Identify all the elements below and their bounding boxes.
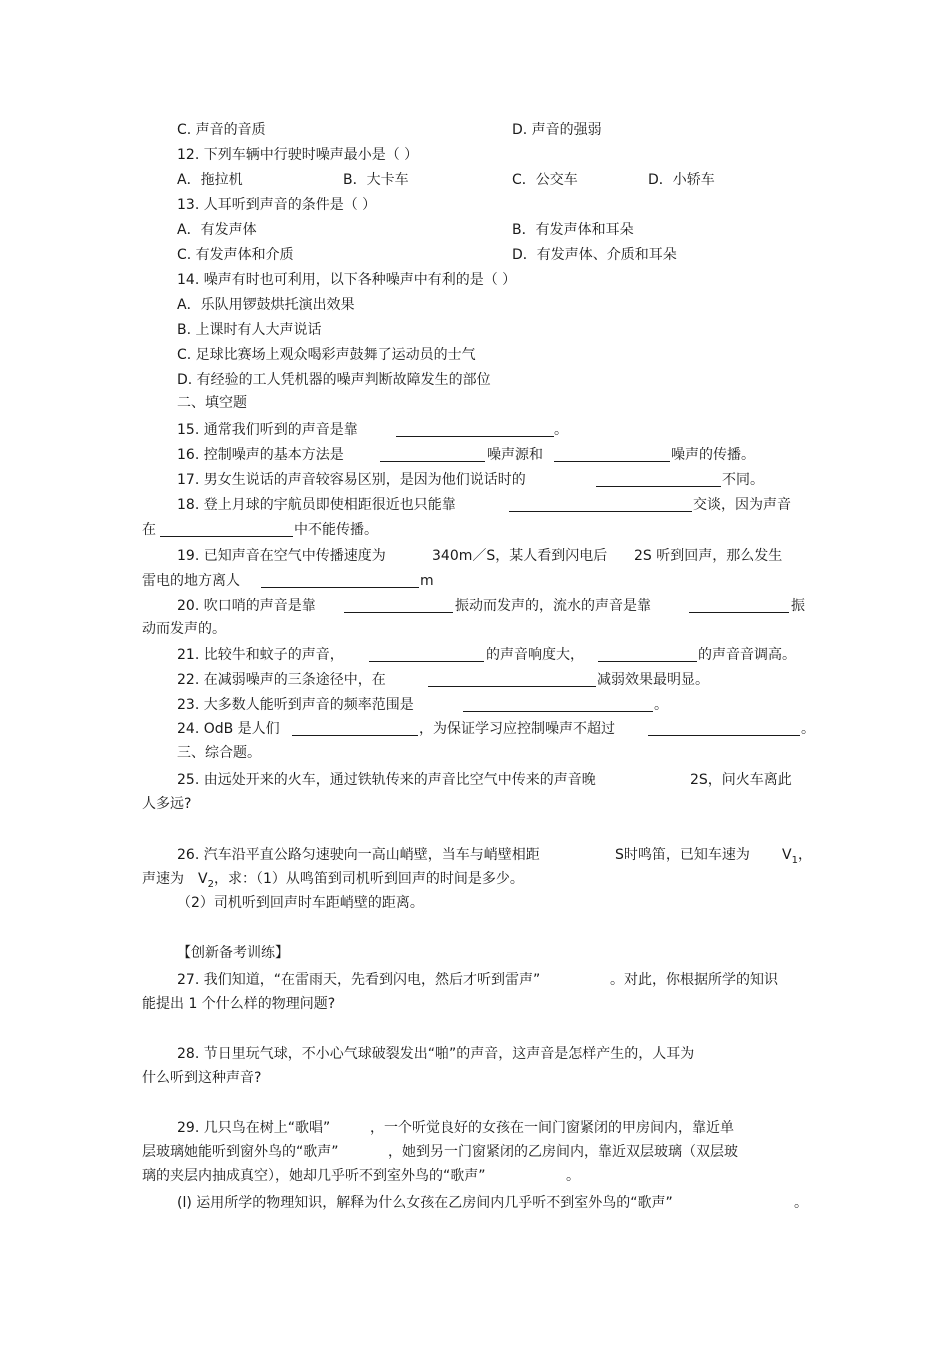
q27-text-2: 。对此，你根据所学的知识 [610, 972, 778, 988]
q12-option-a: A．拖拉机 [177, 172, 243, 188]
q22-answer-blank[interactable] [428, 673, 596, 687]
q29-sub1: (l) 运用所学的物理知识，解释为什么女孩在乙房间内几乎听不到室外鸟的“歌声” [177, 1195, 673, 1211]
q18-middle: 交谈，因为声音 [693, 497, 791, 513]
q16-answer-blank-2[interactable] [554, 448, 670, 462]
q26-text-2: S时鸣笛，已知车速为 [615, 847, 750, 863]
q13-option-a: A．有发声体 [177, 222, 257, 238]
q19-unit: m [420, 573, 434, 589]
q29-text-2: ，一个听觉良好的女孩在一间门窗紧闭的甲房间内，靠近单 [370, 1120, 734, 1136]
q20-answer-blank-1[interactable] [344, 599, 453, 613]
q12-stem: 12. 下列车辆中行驶时噪声最小是（ ） [177, 147, 419, 163]
q21-end: 的声音音调高。 [698, 647, 796, 663]
q16-middle: 噪声源和 [487, 447, 543, 463]
q18-answer-blank-1[interactable] [509, 498, 692, 512]
q23-end: 。 [654, 697, 668, 713]
q29-line3-end: 。 [566, 1168, 580, 1184]
section-heading-comprehensive: 三、综合题。 [177, 745, 261, 761]
q13-option-b: B．有发声体和耳朵 [512, 222, 634, 238]
q11-option-d: D. 声音的强弱 [512, 122, 602, 138]
q12-option-c: C．公交车 [512, 172, 578, 188]
q17-end: 不同。 [722, 472, 764, 488]
q17-text: 17. 男女生说话的声音较容易区别，是因为他们说话时的 [177, 472, 526, 488]
q29-line2-start: 层玻璃她能听到窗外鸟的“歌声” [142, 1144, 339, 1160]
q29-line2-rest: ，她到另一门窗紧闭的乙房间内，靠近双层玻璃（双层玻 [388, 1144, 738, 1160]
q21-answer-blank-2[interactable] [598, 648, 697, 662]
q15-text: 15. 通常我们听到的声音是靠 [177, 422, 358, 438]
q18-line2-start: 在 [142, 522, 156, 538]
q13-stem: 13. 人耳听到声音的条件是（ ） [177, 197, 377, 213]
q20-text: 20. 吹口哨的声音是靠 [177, 598, 316, 614]
q26-line2-rest: $V_2$，求：（1）从鸣笛到司机听到回声的时间是多少。 [198, 871, 524, 890]
q20-line2: 动而发声的。 [142, 621, 226, 637]
q25-text-2: 2S，问火车离此 [690, 772, 792, 788]
q29-sub1-end: 。 [794, 1195, 808, 1211]
q24-end: 。 [801, 721, 815, 737]
q27-line2: 能提出 1 个什么样的物理问题? [142, 996, 336, 1012]
q15-answer-blank[interactable] [396, 423, 554, 437]
q26-v1: $V_1$， [782, 847, 812, 866]
q26-line3: （2）司机听到回声时车距峭壁的距离。 [177, 895, 424, 911]
q15-end: 。 [554, 422, 568, 438]
q14-option-d: D. 有经验的工人凭机器的噪声判断故障发生的部位 [177, 372, 491, 388]
q24-answer-blank-2[interactable] [648, 722, 800, 736]
q22-end: 减弱效果最明显。 [597, 672, 709, 688]
q19-line2-start: 雷电的地方离人 [142, 573, 240, 589]
q25-text-1: 25. 由远处开来的火车，通过铁轨传来的声音比空气中传来的声音晚 [177, 772, 596, 788]
q25-line2: 人多远? [142, 796, 192, 812]
q27-text-1: 27. 我们知道，“在雷雨天，先看到闪电，然后才听到雷声” [177, 972, 541, 988]
q26-line2-start: 声速为 [142, 871, 184, 887]
q14-option-a: A．乐队用锣鼓烘托演出效果 [177, 297, 355, 313]
q12-option-b: B．大卡车 [343, 172, 409, 188]
q20-middle: 振动而发声的，流水的声音是靠 [455, 598, 651, 614]
q22-text: 22. 在减弱噪声的三条途径中，在 [177, 672, 386, 688]
q14-option-c: C. 足球比赛场上观众喝彩声鼓舞了运动员的士气 [177, 347, 476, 363]
q19-answer-blank[interactable] [261, 574, 419, 588]
section-heading-fill-in: 二、填空题 [177, 395, 247, 411]
q21-answer-blank-1[interactable] [369, 648, 484, 662]
q24-middle: ，为保证学习应控制噪声不超过 [419, 721, 615, 737]
q19-text-3: 2S 听到回声，那么发生 [634, 548, 783, 564]
q28-line1: 28. 节日里玩气球，不小心气球破裂发出“啪”的声音，这声音是怎样产生的，人耳为 [177, 1046, 695, 1062]
q24-text: 24. OdB 是人们 [177, 721, 280, 737]
q16-answer-blank-1[interactable] [380, 448, 485, 462]
q29-text-1: 29. 几只鸟在树上“歌唱” [177, 1120, 331, 1136]
q13-option-c: C. 有发声体和介质 [177, 247, 294, 263]
q20-end: 振 [791, 598, 805, 614]
q14-option-b: B. 上课时有人大声说话 [177, 322, 322, 338]
q21-middle: 的声音响度大， [486, 647, 584, 663]
q26-text-1: 26. 汽车沿平直公路匀速驶向一高山峭壁，当车与峭壁相距 [177, 847, 540, 863]
q23-text: 23. 大多数人能听到声音的频率范围是 [177, 697, 414, 713]
q24-answer-blank-1[interactable] [292, 722, 418, 736]
q23-answer-blank[interactable] [463, 698, 653, 712]
q11-option-c: C. 声音的音质 [177, 122, 266, 138]
q16-end: 噪声的传播。 [671, 447, 755, 463]
q21-text: 21. 比较牛和蚊子的声音， [177, 647, 344, 663]
q14-stem: 14. 噪声有时也可利用，以下各种噪声中有利的是（ ） [177, 272, 517, 288]
q16-text: 16. 控制噪声的基本方法是 [177, 447, 344, 463]
q28-line2: 什么听到这种声音? [142, 1070, 262, 1086]
section-heading-innovation: 【创新备考训练】 [177, 945, 289, 961]
q18-line2-end: 中不能传播。 [294, 522, 378, 538]
q17-answer-blank[interactable] [596, 473, 721, 487]
q12-option-d: D．小轿车 [648, 172, 715, 188]
q19-text-1: 19. 已知声音在空气中传播速度为 [177, 548, 386, 564]
q13-option-d: D．有发声体、介质和耳朵 [512, 247, 677, 263]
q29-line3-start: 璃的夹层内抽成真空），她却几乎听不到室外鸟的“歌声” [142, 1168, 486, 1184]
q19-text-2: 340m／S，某人看到闪电后 [432, 548, 608, 564]
q18-answer-blank-2[interactable] [160, 523, 293, 537]
q18-text: 18. 登上月球的宇航员即使相距很近也只能靠 [177, 497, 456, 513]
q20-answer-blank-2[interactable] [689, 599, 789, 613]
